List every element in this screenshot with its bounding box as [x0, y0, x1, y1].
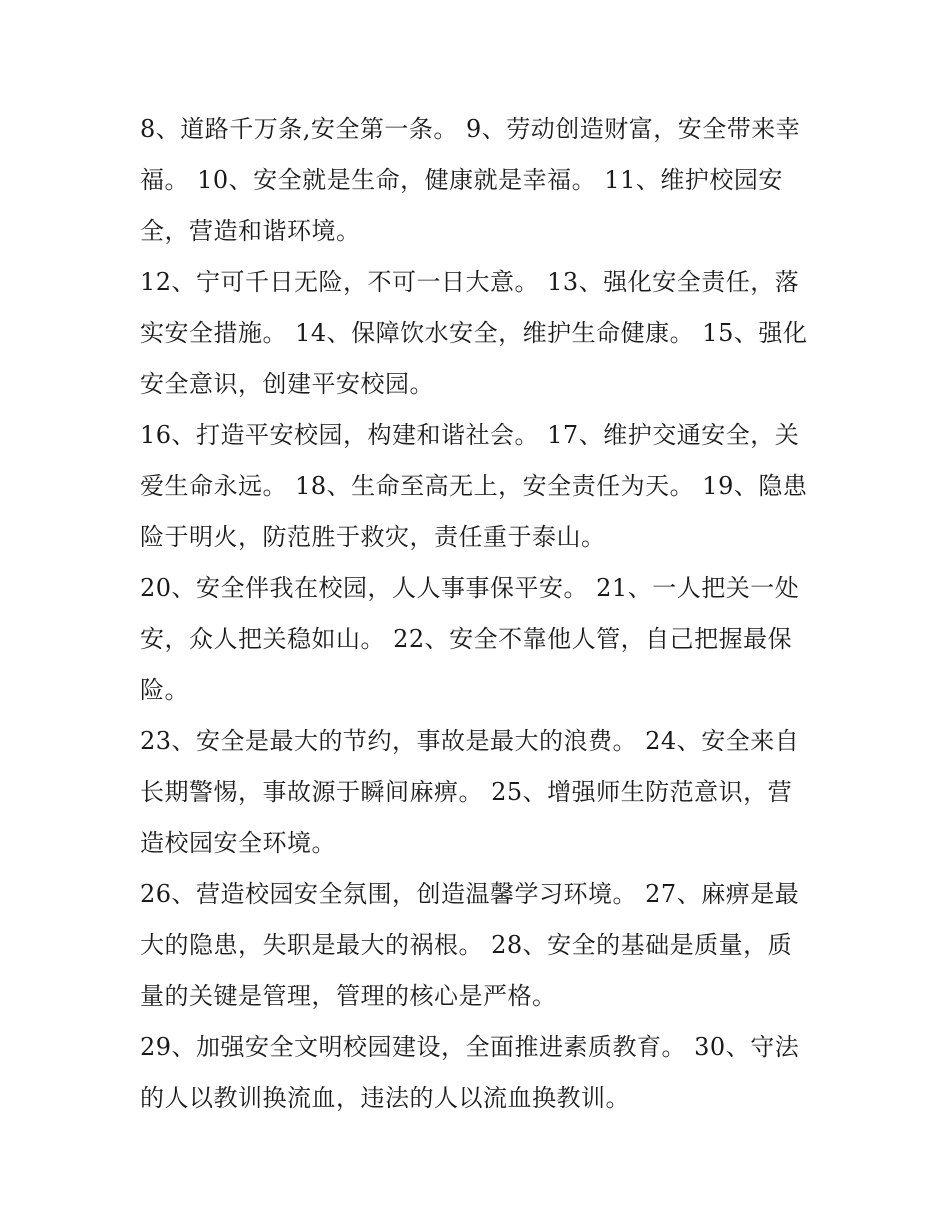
paragraph-slogans-26-28: 26、营造校园安全氛围，创造温馨学习环境。 27、麻痹是最大的隐患，失职是最大的祸根。 28、安全的基础是质量，质量的关键是管理，管理的核心是严格。: [140, 880, 800, 1010]
document-body: [140, 104, 812, 1124]
paragraph-slogans-16-19: 16、打造平安校园，构建和谐社会。 17、维护交通安全，关爱生命永远。 18、生命至高无上，安全责任为天。 19、隐患险于明火，防范胜于救灾，责任重于泰山。: [140, 421, 808, 551]
paragraph-slogans-20-22: 20、安全伴我在校园，人人事事保平安。 21、一人把关一处安，众人把关稳如山。 22、安全不靠他人管，自己把握最保险。: [140, 574, 800, 704]
paragraph-slogans-23-25: 23、安全是最大的节约，事故是最大的浪费。 24、安全来自长期警惕，事故源于瞬间麻痹。 25、增强师生防范意识，营造校园安全环境。: [140, 727, 800, 857]
paragraph-slogans-12-15: 12、宁可千日无险，不可一日大意。 13、强化安全责任，落实安全措施。 14、保障饮水安全，维护生命健康。 15、强化安全意识，创建平安校园。: [140, 268, 808, 398]
paragraph-slogans-29-30: 29、加强安全文明校园建设，全面推进素质教育。 30、守法的人以教训换流血，违法的人以流血换教训。: [140, 1033, 800, 1112]
paragraph-slogans-8-11: 8、道路千万条,安全第一条。 9、劳动创造财富，安全带来幸福。 10、安全就是生命，健康就是幸福。 11、维护校园安全，营造和谐环境。: [140, 115, 801, 245]
